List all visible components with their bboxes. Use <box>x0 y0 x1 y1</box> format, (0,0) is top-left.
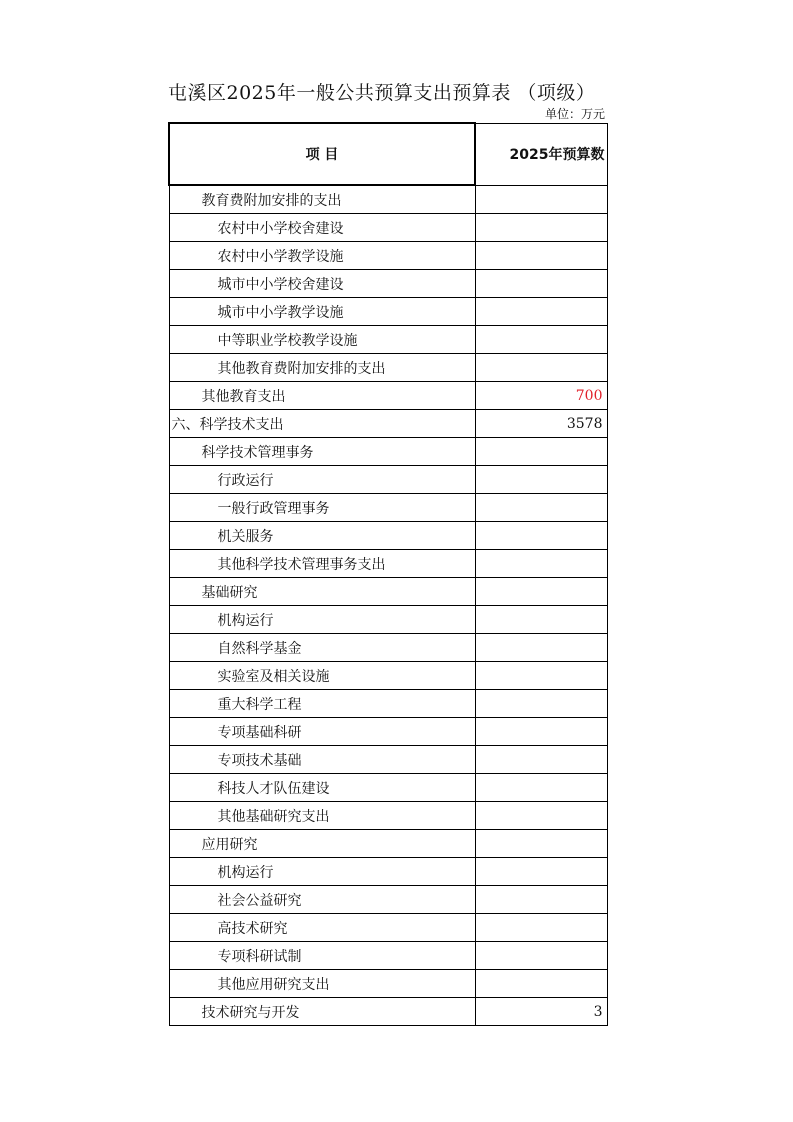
row-item-name: 教育费附加安排的支出 <box>169 185 475 214</box>
row-amount <box>475 466 607 494</box>
row-item-name: 基础研究 <box>169 578 475 606</box>
unit-label: 单位：万元 <box>544 107 605 121</box>
row-amount <box>475 690 607 718</box>
table-row <box>169 466 607 494</box>
table-row <box>169 998 607 1026</box>
table-row <box>169 662 607 690</box>
table-row <box>169 746 607 774</box>
row-amount <box>475 242 607 270</box>
row-amount <box>475 578 607 606</box>
row-amount <box>475 942 607 970</box>
row-item-name: 其他教育支出 <box>169 382 475 410</box>
table-row <box>169 606 607 634</box>
page-title: 屯溪区2025年一般公共预算支出预算表 （项级） <box>168 82 596 104</box>
row-amount <box>475 298 607 326</box>
row-amount <box>475 606 607 634</box>
row-amount <box>475 970 607 998</box>
row-item-name: 自然科学基金 <box>169 634 475 662</box>
row-amount <box>475 550 607 578</box>
row-item-name: 应用研究 <box>169 830 475 858</box>
budget-table <box>168 122 608 1026</box>
amount-column-header: 2025年预算数 <box>475 123 607 185</box>
row-item-name: 高技术研究 <box>169 914 475 942</box>
table-row <box>169 634 607 662</box>
table-row <box>169 578 607 606</box>
table-row <box>169 438 607 466</box>
table-row <box>169 970 607 998</box>
table-row <box>169 522 607 550</box>
row-item-name: 技术研究与开发 <box>169 998 475 1026</box>
row-item-name: 六、科学技术支出 <box>169 410 475 438</box>
row-item-name: 农村中小学教学设施 <box>169 242 475 270</box>
table-row <box>169 298 607 326</box>
table-row <box>169 242 607 270</box>
table-row <box>169 718 607 746</box>
row-item-name: 社会公益研究 <box>169 886 475 914</box>
row-amount <box>475 914 607 942</box>
table-row <box>169 185 607 214</box>
row-item-name: 农村中小学校舍建设 <box>169 214 475 242</box>
row-item-name: 实验室及相关设施 <box>169 662 475 690</box>
row-item-name: 其他基础研究支出 <box>169 802 475 830</box>
row-item-name: 其他应用研究支出 <box>169 970 475 998</box>
row-item-name: 机构运行 <box>169 606 475 634</box>
row-item-name: 机关服务 <box>169 522 475 550</box>
table-row <box>169 214 607 242</box>
row-amount <box>475 886 607 914</box>
row-amount <box>475 830 607 858</box>
row-amount <box>475 438 607 466</box>
row-item-name: 专项基础科研 <box>169 718 475 746</box>
row-amount <box>475 185 607 214</box>
table-row <box>169 326 607 354</box>
row-amount <box>475 270 607 298</box>
table-row <box>169 774 607 802</box>
row-item-name: 行政运行 <box>169 466 475 494</box>
row-amount <box>475 718 607 746</box>
row-amount: 3578 <box>475 410 607 438</box>
row-item-name: 中等职业学校教学设施 <box>169 326 475 354</box>
table-row <box>169 690 607 718</box>
table-row <box>169 914 607 942</box>
row-item-name: 专项技术基础 <box>169 746 475 774</box>
table-row <box>169 830 607 858</box>
table-row <box>169 494 607 522</box>
row-item-name: 科技人才队伍建设 <box>169 774 475 802</box>
row-amount <box>475 802 607 830</box>
row-amount <box>475 354 607 382</box>
table-row <box>169 550 607 578</box>
row-item-name: 机构运行 <box>169 858 475 886</box>
table-row <box>169 886 607 914</box>
table-row <box>169 354 607 382</box>
row-item-name: 其他教育费附加安排的支出 <box>169 354 475 382</box>
row-item-name: 城市中小学教学设施 <box>169 298 475 326</box>
table-row <box>169 410 607 438</box>
row-item-name: 城市中小学校舍建设 <box>169 270 475 298</box>
row-amount <box>475 634 607 662</box>
row-amount: 700 <box>475 382 607 410</box>
table-row <box>169 802 607 830</box>
item-column-header: 项 目 <box>169 123 475 185</box>
row-amount <box>475 494 607 522</box>
table-body <box>169 185 607 1026</box>
row-amount <box>475 774 607 802</box>
row-item-name: 其他科学技术管理事务支出 <box>169 550 475 578</box>
row-amount: 3 <box>475 998 607 1026</box>
row-amount <box>475 214 607 242</box>
row-amount <box>475 662 607 690</box>
row-amount <box>475 746 607 774</box>
row-amount <box>475 326 607 354</box>
row-amount <box>475 858 607 886</box>
table-row <box>169 270 607 298</box>
table-row <box>169 382 607 410</box>
table-row <box>169 942 607 970</box>
row-item-name: 专项科研试制 <box>169 942 475 970</box>
row-item-name: 重大科学工程 <box>169 690 475 718</box>
row-item-name: 科学技术管理事务 <box>169 438 475 466</box>
row-amount <box>475 522 607 550</box>
table-header-row <box>169 123 607 185</box>
row-item-name: 一般行政管理事务 <box>169 494 475 522</box>
table-row <box>169 858 607 886</box>
